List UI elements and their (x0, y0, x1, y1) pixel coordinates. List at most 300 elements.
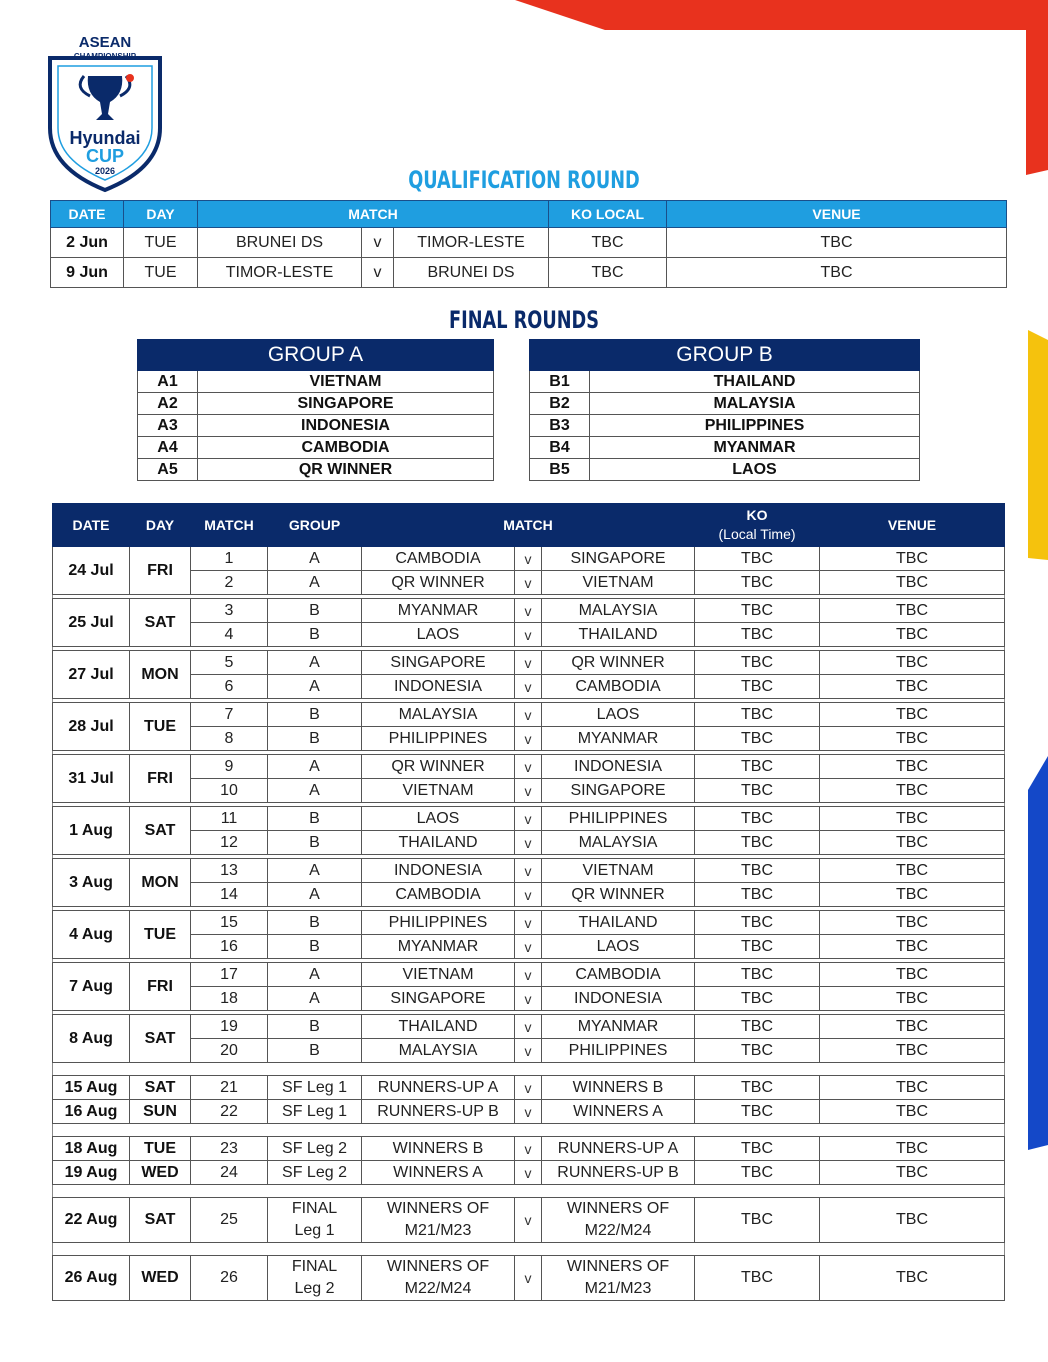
kickoff-time: TBC (695, 623, 820, 647)
fixture-row (53, 623, 1005, 647)
match-number: 25 (191, 1198, 268, 1243)
away-team: BRUNEI DS (394, 258, 549, 288)
team-code: B2 (530, 393, 590, 415)
team-code: A4 (138, 437, 198, 459)
group-label: A (268, 547, 362, 571)
match-number: 9 (191, 755, 268, 779)
team-code: A5 (138, 459, 198, 481)
home-team: TIMOR-LESTE (198, 258, 362, 288)
group-label: B (268, 623, 362, 647)
venue: TBC (820, 1256, 1005, 1301)
header-venue: VENUE (667, 201, 1007, 228)
kickoff-time: TBC (695, 1137, 820, 1161)
team-name: QR WINNER (198, 459, 494, 481)
team-code: B5 (530, 459, 590, 481)
match-day: FRI (130, 547, 191, 595)
group-label: B (268, 1015, 362, 1039)
kickoff-time: TBC (695, 1015, 820, 1039)
team-name: VIETNAM (198, 371, 494, 393)
semifinal-row (53, 1076, 1005, 1100)
separator-cell (53, 1243, 1005, 1256)
match-number: 24 (191, 1161, 268, 1185)
group-b-table (529, 339, 920, 481)
fixture-row (53, 755, 1005, 779)
match-date: 1 Aug (53, 807, 130, 855)
home-team: MALAYSIA (362, 1039, 515, 1063)
semifinal-row (53, 1161, 1005, 1185)
home-team: CAMBODIA (362, 883, 515, 907)
group-team-row (138, 415, 494, 437)
final-row (53, 1256, 1005, 1301)
match-day: SUN (130, 1100, 191, 1124)
venue: TBC (820, 1015, 1005, 1039)
separator-cell (53, 1124, 1005, 1137)
versus-label: v (515, 963, 542, 987)
match-date: 27 Jul (53, 651, 130, 699)
home-team: MYANMAR (362, 935, 515, 959)
final-rounds-table (52, 503, 1005, 1301)
header-ko-line2: (Local Time) (718, 526, 796, 542)
versus-label: v (515, 623, 542, 647)
home-team: MALAYSIA (362, 703, 515, 727)
match-number: 14 (191, 883, 268, 907)
venue: TBC (820, 935, 1005, 959)
group-label: B (268, 831, 362, 855)
fixture-row (53, 703, 1005, 727)
match-number: 15 (191, 911, 268, 935)
venue: TBC (820, 547, 1005, 571)
away-team: SINGAPORE (542, 547, 695, 571)
match-day: TUE (130, 1137, 191, 1161)
venue: TBC (820, 963, 1005, 987)
group-label: A (268, 963, 362, 987)
versus-label: v (515, 1198, 542, 1243)
match-number: 13 (191, 859, 268, 883)
group-label: A (268, 571, 362, 595)
away-team: VIETNAM (542, 859, 695, 883)
kickoff-time: TBC (695, 1039, 820, 1063)
away-team: RUNNERS-UP B (542, 1161, 695, 1185)
home-team: LAOS (362, 807, 515, 831)
fixture-row (53, 651, 1005, 675)
team-code: A1 (138, 371, 198, 393)
fixture-row (53, 807, 1005, 831)
versus-label: v (515, 727, 542, 751)
versus-label: v (515, 571, 542, 595)
versus-label: v (515, 1015, 542, 1039)
match-number: 19 (191, 1015, 268, 1039)
match-date: 24 Jul (53, 547, 130, 595)
group-label: A (268, 651, 362, 675)
header-day: DAY (124, 201, 198, 228)
fixture-row (53, 859, 1005, 883)
match-number: 21 (191, 1076, 268, 1100)
versus-label: v (515, 987, 542, 1011)
team-code: B1 (530, 371, 590, 393)
versus-label: v (515, 883, 542, 907)
versus-label: v (515, 1161, 542, 1185)
away-team-line1: WINNERS OF (566, 1200, 670, 1217)
team-name: MYANMAR (590, 437, 920, 459)
home-team: CAMBODIA (362, 547, 515, 571)
kickoff-time: TBC (695, 883, 820, 907)
kickoff-time: TBC (549, 228, 667, 258)
home-team: WINNERS B (362, 1137, 515, 1161)
match-date: 16 Aug (53, 1100, 130, 1124)
header-ko-local: KO LOCAL (549, 201, 667, 228)
match-day: SAT (130, 1076, 191, 1100)
versus-label: v (515, 547, 542, 571)
match-day: SAT (130, 1015, 191, 1063)
match-day: FRI (130, 963, 191, 1011)
kickoff-time: TBC (695, 755, 820, 779)
kickoff-time: TBC (695, 703, 820, 727)
venue: TBC (820, 1161, 1005, 1185)
match-day: MON (130, 859, 191, 907)
versus-label: v (515, 807, 542, 831)
home-team: BRUNEI DS (198, 228, 362, 258)
away-team: CAMBODIA (542, 963, 695, 987)
header-ko (695, 504, 820, 547)
venue: TBC (820, 1100, 1005, 1124)
versus-label: v (515, 911, 542, 935)
home-team: RUNNERS-UP A (362, 1076, 515, 1100)
final-rounds-heading: FINAL ROUNDS (449, 306, 599, 334)
versus-label: v (515, 1100, 542, 1124)
stage-label: SF Leg 1 (268, 1076, 362, 1100)
match-date: 4 Aug (53, 911, 130, 959)
away-team: QR WINNER (542, 883, 695, 907)
fixture-row (53, 987, 1005, 1011)
venue: TBC (820, 831, 1005, 855)
qualification-header-row (51, 201, 1007, 228)
venue: TBC (820, 623, 1005, 647)
final-row (53, 1198, 1005, 1243)
venue: TBC (820, 599, 1005, 623)
team-code: A3 (138, 415, 198, 437)
away-team: PHILIPPINES (542, 1039, 695, 1063)
home-team: QR WINNER (362, 571, 515, 595)
venue: TBC (820, 911, 1005, 935)
qualification-row (51, 258, 1007, 288)
venue: TBC (820, 703, 1005, 727)
kickoff-time: TBC (695, 831, 820, 855)
home-team: VIETNAM (362, 779, 515, 803)
separator-row (53, 1185, 1005, 1198)
home-team: THAILAND (362, 1015, 515, 1039)
header-match: MATCH (198, 201, 549, 228)
match-number: 18 (191, 987, 268, 1011)
stage-label-line2: Leg 1 (294, 1222, 335, 1239)
versus-label: v (515, 859, 542, 883)
match-number: 16 (191, 935, 268, 959)
home-team-line2: M21/M23 (404, 1222, 472, 1239)
match-number: 8 (191, 727, 268, 751)
versus-label: v (515, 675, 542, 699)
home-team: RUNNERS-UP B (362, 1100, 515, 1124)
match-date: 15 Aug (53, 1076, 130, 1100)
kickoff-time: TBC (549, 258, 667, 288)
kickoff-time: TBC (695, 599, 820, 623)
versus-label: v (515, 1256, 542, 1301)
group-label: A (268, 675, 362, 699)
match-number: 17 (191, 963, 268, 987)
qualification-row (51, 228, 1007, 258)
versus-label: v (515, 1137, 542, 1161)
stage-label: SF Leg 1 (268, 1100, 362, 1124)
away-team: INDONESIA (542, 987, 695, 1011)
header-group: GROUP (268, 504, 362, 547)
match-date: 26 Aug (53, 1256, 130, 1301)
kickoff-time: TBC (695, 651, 820, 675)
kickoff-time: TBC (695, 1161, 820, 1185)
home-team-line1: WINNERS OF (386, 1258, 490, 1275)
match-date: 9 Jun (51, 258, 124, 288)
versus-label: v (515, 779, 542, 803)
group-label: A (268, 987, 362, 1011)
group-label: A (268, 755, 362, 779)
kickoff-time: TBC (695, 1256, 820, 1301)
separator-cell (53, 1185, 1005, 1198)
separator-row (53, 1243, 1005, 1256)
fixture-row (53, 599, 1005, 623)
versus-label: v (362, 228, 394, 258)
kickoff-time: TBC (695, 987, 820, 1011)
team-code: B3 (530, 415, 590, 437)
match-date: 19 Aug (53, 1161, 130, 1185)
versus-label: v (515, 755, 542, 779)
home-team: THAILAND (362, 831, 515, 855)
match-date: 8 Aug (53, 1015, 130, 1063)
match-day: WED (130, 1161, 191, 1185)
away-team: INDONESIA (542, 755, 695, 779)
match-number: 22 (191, 1100, 268, 1124)
group-label: B (268, 599, 362, 623)
fixture-row (53, 1039, 1005, 1063)
away-team: MALAYSIA (542, 831, 695, 855)
venue: TBC (820, 571, 1005, 595)
home-team-line2: M22/M24 (404, 1280, 472, 1297)
stage-label: SF Leg 2 (268, 1161, 362, 1185)
venue: TBC (820, 1076, 1005, 1100)
home-team: QR WINNER (362, 755, 515, 779)
venue: TBC (820, 755, 1005, 779)
venue: TBC (820, 1137, 1005, 1161)
header-date: DATE (51, 201, 124, 228)
venue: TBC (820, 651, 1005, 675)
match-number: 3 (191, 599, 268, 623)
group-team-row (530, 437, 920, 459)
stage-label-line1: FINAL (291, 1200, 338, 1217)
away-team: RUNNERS-UP A (542, 1137, 695, 1161)
fixture-row (53, 779, 1005, 803)
versus-label: v (515, 599, 542, 623)
kickoff-time: TBC (695, 1076, 820, 1100)
header-date: DATE (53, 504, 130, 547)
home-team: WINNERS A (362, 1161, 515, 1185)
kickoff-time: TBC (695, 1198, 820, 1243)
match-day: TUE (124, 258, 198, 288)
match-date: 7 Aug (53, 963, 130, 1011)
group-b-title: GROUP B (530, 340, 920, 371)
header-venue: VENUE (820, 504, 1005, 547)
stage-label (268, 1256, 362, 1301)
team-code: B4 (530, 437, 590, 459)
stage-label-line1: FINAL (291, 1258, 338, 1275)
qualification-table (50, 200, 1007, 288)
fixture-row (53, 1015, 1005, 1039)
match-date: 2 Jun (51, 228, 124, 258)
match-number: 6 (191, 675, 268, 699)
match-number: 10 (191, 779, 268, 803)
match-number: 23 (191, 1137, 268, 1161)
group-label: B (268, 727, 362, 751)
team-name: LAOS (590, 459, 920, 481)
logo-championship-text: CHAMPIONSHIP (73, 52, 137, 61)
stage-label-line2: Leg 2 (294, 1280, 335, 1297)
logo-asean-text: ASEAN (78, 34, 132, 51)
home-team: MYANMAR (362, 599, 515, 623)
team-name: THAILAND (590, 371, 920, 393)
separator-row (53, 1063, 1005, 1076)
kickoff-time: TBC (695, 779, 820, 803)
match-day: TUE (130, 703, 191, 751)
fixture-row (53, 963, 1005, 987)
logo-cup-text: CUP (85, 146, 124, 166)
team-name: MALAYSIA (590, 393, 920, 415)
kickoff-time: TBC (695, 727, 820, 751)
versus-label: v (362, 258, 394, 288)
away-team-line2: M21/M23 (584, 1280, 652, 1297)
home-team: INDONESIA (362, 859, 515, 883)
venue: TBC (820, 675, 1005, 699)
kickoff-time: TBC (695, 571, 820, 595)
group-team-row (530, 393, 920, 415)
versus-label: v (515, 1076, 542, 1100)
group-a-table (137, 339, 494, 481)
team-name: CAMBODIA (198, 437, 494, 459)
venue: TBC (820, 987, 1005, 1011)
away-team-line1: WINNERS OF (566, 1258, 670, 1275)
match-date: 3 Aug (53, 859, 130, 907)
home-team: VIETNAM (362, 963, 515, 987)
match-day: WED (130, 1256, 191, 1301)
home-team: LAOS (362, 623, 515, 647)
semifinal-row (53, 1137, 1005, 1161)
group-label: B (268, 1039, 362, 1063)
header-match: MATCH (362, 504, 695, 547)
qualification-heading: QUALIFICATION ROUND (408, 166, 640, 194)
home-team: SINGAPORE (362, 987, 515, 1011)
kickoff-time: TBC (695, 675, 820, 699)
away-team: MYANMAR (542, 1015, 695, 1039)
match-number: 1 (191, 547, 268, 571)
venue: TBC (820, 1039, 1005, 1063)
match-day: SAT (130, 1198, 191, 1243)
group-team-row (138, 371, 494, 393)
fixture-row (53, 911, 1005, 935)
group-label: A (268, 883, 362, 907)
home-team (362, 1198, 515, 1243)
match-number: 12 (191, 831, 268, 855)
match-date: 22 Aug (53, 1198, 130, 1243)
versus-label: v (515, 1039, 542, 1063)
logo-year-text: 2026 (94, 166, 116, 176)
match-day: MON (130, 651, 191, 699)
logo-brand-text: Hyundai (69, 128, 141, 148)
group-team-row (138, 459, 494, 481)
venue: TBC (820, 883, 1005, 907)
team-name: SINGAPORE (198, 393, 494, 415)
away-team: QR WINNER (542, 651, 695, 675)
venue: TBC (820, 727, 1005, 751)
match-day: FRI (130, 755, 191, 803)
away-team: WINNERS B (542, 1076, 695, 1100)
venue: TBC (667, 258, 1007, 288)
fixture-row (53, 675, 1005, 699)
home-team: PHILIPPINES (362, 727, 515, 751)
group-a-title: GROUP A (138, 340, 494, 371)
kickoff-time: TBC (695, 911, 820, 935)
final-header-row (53, 504, 1005, 547)
venue: TBC (820, 807, 1005, 831)
fixture-row (53, 547, 1005, 571)
header-match-number: MATCH (191, 504, 268, 547)
versus-label: v (515, 831, 542, 855)
team-name: INDONESIA (198, 415, 494, 437)
match-date: 25 Jul (53, 599, 130, 647)
venue: TBC (820, 859, 1005, 883)
away-team: CAMBODIA (542, 675, 695, 699)
versus-label: v (515, 703, 542, 727)
match-day: SAT (130, 599, 191, 647)
match-number: 2 (191, 571, 268, 595)
fixture-row (53, 727, 1005, 751)
venue: TBC (820, 779, 1005, 803)
away-team: LAOS (542, 703, 695, 727)
kickoff-time: TBC (695, 1100, 820, 1124)
versus-label: v (515, 935, 542, 959)
away-team: THAILAND (542, 911, 695, 935)
away-team: SINGAPORE (542, 779, 695, 803)
group-team-row (530, 415, 920, 437)
fixture-row (53, 831, 1005, 855)
home-team: SINGAPORE (362, 651, 515, 675)
group-label: A (268, 859, 362, 883)
away-team (542, 1198, 695, 1243)
group-team-row (530, 459, 920, 481)
away-team: THAILAND (542, 623, 695, 647)
away-team-line2: M22/M24 (584, 1222, 652, 1239)
kickoff-time: TBC (695, 963, 820, 987)
stage-label: SF Leg 2 (268, 1137, 362, 1161)
match-number: 20 (191, 1039, 268, 1063)
match-number: 4 (191, 623, 268, 647)
fixture-row (53, 571, 1005, 595)
away-team: MYANMAR (542, 727, 695, 751)
team-code: A2 (138, 393, 198, 415)
match-number: 7 (191, 703, 268, 727)
group-label: B (268, 807, 362, 831)
match-date: 28 Jul (53, 703, 130, 751)
group-team-row (138, 437, 494, 459)
kickoff-time: TBC (695, 547, 820, 571)
stage-label (268, 1198, 362, 1243)
away-team (542, 1256, 695, 1301)
group-label: B (268, 935, 362, 959)
semifinal-row (53, 1100, 1005, 1124)
venue: TBC (667, 228, 1007, 258)
